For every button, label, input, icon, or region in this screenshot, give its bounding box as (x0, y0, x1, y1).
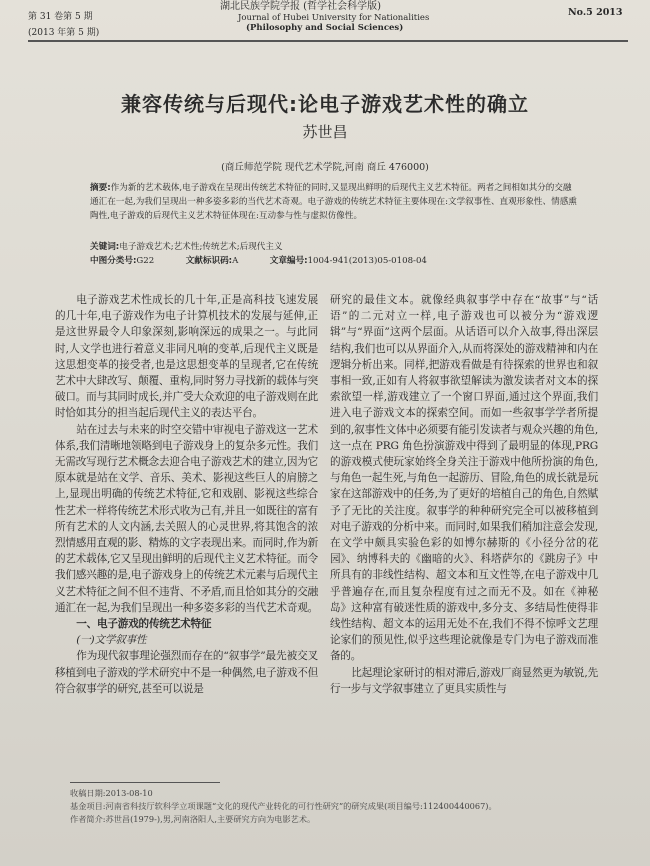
right-column (330, 292, 598, 697)
fund-info: 基金项目:河南省科技厅软科学立项课题“文化的现代产业转化的可行性研究”的研究成果(项目编号:112400440067)。 (70, 801, 497, 811)
footnote-rule (70, 782, 220, 783)
clc-value: G22 (136, 256, 155, 266)
left-paragraph-3: 作为现代叙事理论强烈而存在的“叙事学”最先被交叉移植到电子游戏的学术研究中不是一种偶然,电子游戏不但符合叙事学的研究,甚至可以说是 (55, 650, 319, 695)
article-no-value: 1004-941(2013)05-0108-04 (307, 256, 427, 266)
abstract (90, 181, 580, 224)
left-column (55, 292, 318, 697)
keywords-text: 电子游戏艺术;艺术性;传统艺术;后现代主义 (119, 242, 283, 252)
right-paragraph-1: 研究的最佳文本。就像经典叙事学中存在“故事”与“话语”的二元对立一样,电子游戏也可以被分为“游戏逻辑”与“界面”这两个层面。从话语可以介入故事,得出深层结构,我们也可以从界面介入,从而将深处的游戏精神和内在逻辑分析出来。同样,把游戏看做是有待探索的世界也和叙事相一致,正如有人将叙事欲望解读为激发读者对文本的探索欲望一样,游戏建立了一个窗口界面,通过这个界面,我们进入电子游戏文本的探索空间。而如一些叙事学学者所提到的,叙事性文体中必须要有能引发读者与观众兴趣的角色,这一点在 PRG 角色扮演游戏中得到了最明显的体现,PRG 的游戏模式使玩家始终全身关注于游戏中他所扮演的角色,与角色一起生死,与角色一起游历、冒险,角色的成长就是玩家在这部游戏中的任务,为了更好的培植自己的角色,自然赋予了无比的关注度。叙事学的种种研究完全可以被移植到对电子游戏的分析中来。而同时,如果我们稍加注意会发现,在文学中颇具实验色彩的如博尔赫斯的《小径分岔的花园》、纳博科夫的《幽暗的火》、科塔萨尔的《跳房子》中所具有的非线性结构、超文本和互文性等,在电子游戏中几乎普遍存在,而且复杂程度有过之而无不及。如在《神秘岛》这种富有破迷性质的游戏中,多分支、多结局性使得非线性结构、超文本的运用无处不在,我们不得不惊呼文艺理论家们的预见性,似乎这些理论就像是专门为电子游戏而准备的。 (330, 294, 598, 663)
subsection-heading-1: (一)文学叙事性 (76, 634, 147, 647)
journal-name-cn: 湖北民族学院学报 (哲学社会科学版) (220, 1, 381, 12)
year-issue: (2013 年第 5 期) (28, 28, 100, 38)
right-paragraph-2: 比起理论家研讨的相对滞后,游戏厂商显然更为敏锐,先行一步与文学叙事建立了更具实质性与 (330, 666, 598, 695)
footnote (70, 787, 630, 826)
journal-name-en-sub: (Philosophy and Social Sciences) (246, 23, 404, 33)
section-heading-1: 一、电子游戏的传统艺术特征 (76, 618, 212, 631)
article-no-label: 文章编号: (269, 256, 308, 266)
clc-label: 中图分类号: (90, 256, 137, 266)
doc-code-value: A (232, 256, 239, 266)
article-author: 苏世昌 (302, 123, 348, 141)
volume-issue: 第 31 卷第 5 期 (28, 12, 93, 22)
author-affiliation: (商丘师范学院 现代艺术学院,河南 商丘 476000) (221, 162, 429, 173)
abstract-text: 作为新的艺术载体,电子游戏在呈现出传统艺术特征的同时,又显现出鲜明的后现代主义艺术特征。两者之间相如其分的交融通汇在一起,为我们呈现出一种多姿多彩的当代艺术奇观。电子游戏的传统艺术特征主要体现在:文学叙事性、直观形象性、情感熏陶性,电子游戏的后现代主义艺术特征体现在:互动参与性与虚拟仿像性。 (90, 183, 577, 222)
author-bio: 作者简介:苏世昌(1979-),男,河南洛阳人,主要研究方向为电影艺术。 (70, 814, 316, 824)
keywords-label: 关键词: (90, 242, 120, 252)
left-paragraph-2: 站在过去与未来的时空交错中审视电子游戏这一艺术体系,我们清晰地领略到电子游戏身上的复杂多元性。我们无需改写现行艺术概念去迎合电子游戏艺术的建立,因为它原本就是站在文学、音乐、美术、影视这些巨人的肩膀之上,显现出明确的传统艺术特征,它和戏剧、影视这些综合性艺术一样将传统艺术形式收为己有,并且一如既往的富有所有艺术的人文内涵,去关照人的心灵世界,将其饱含的浓烈情感用直观的影、精炼的文字表现出来。而同时,作为新的艺术载体,它又呈现出鲜明的后现代主义艺术特征。而令我们感兴趣的是,电子游戏身上的传统艺术元素与后现代主义艺术特征之间不但不违背、不矛盾,而且恰如其分的交融通汇在一起,为我们呈现出一种多姿多彩的当代艺术奇观。 (55, 423, 319, 614)
keywords (90, 240, 580, 254)
issue-number: No.5 2013 (568, 7, 623, 18)
received-date: 收稿日期:2013-08-10 (70, 788, 153, 798)
article-title: 兼容传统与后现代:论电子游戏艺术性的确立 (121, 92, 529, 116)
abstract-label: 摘要: (90, 183, 111, 193)
journal-name-en: Journal of Hubei University for Nationalities (238, 13, 430, 23)
header-rule (28, 40, 628, 42)
doc-code-label: 文献标识码: (185, 256, 233, 266)
classification-line (90, 254, 590, 268)
left-paragraph-1: 电子游戏艺术性成长的几十年,正是高科技飞速发展的几十年,电子游戏作为电子计算机技术的发展与延伸,正是这世界最令人印象深刻,影响深远的成果之一。与此同时,人文学也进行着意义非同凡响的变革,后现代主义既是这思想变革的接受者,也是这思想变革的呈现者,它在传统艺术中大肆改写、颠覆、重构,同时努力寻找新的载体与突破口。而与其同时成长,并广受大众欢迎的电子游戏则在此时恰如其分的担当起后现代主义的表达平台。 (55, 294, 319, 420)
